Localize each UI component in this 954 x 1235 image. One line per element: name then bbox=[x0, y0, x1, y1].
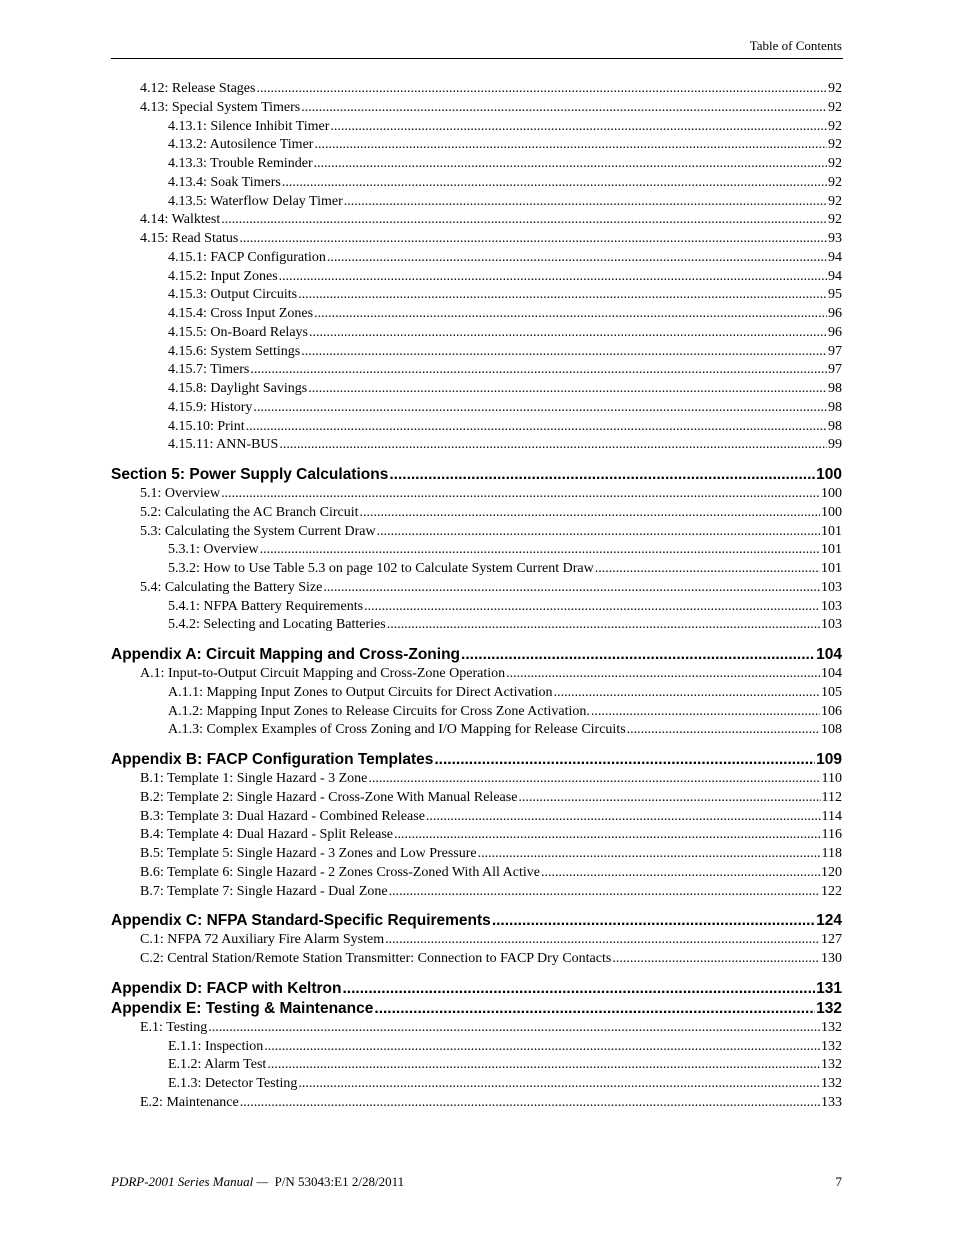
toc-entry-title: B.6: Template 6: Single Hazard - 2 Zones Cross-Zoned With All Active bbox=[140, 864, 540, 880]
toc-dot-leader bbox=[554, 684, 820, 703]
toc-entry[interactable] bbox=[111, 579, 842, 598]
toc-entry-page: 131 bbox=[816, 979, 842, 997]
toc-section-entry[interactable] bbox=[111, 645, 842, 665]
toc-entry[interactable] bbox=[111, 230, 842, 249]
toc-dot-leader bbox=[314, 305, 827, 324]
toc-entry[interactable] bbox=[111, 560, 842, 579]
toc-entry-page: 132 bbox=[816, 999, 842, 1017]
toc-entry-page: 120 bbox=[821, 864, 842, 880]
toc-entry-page: 96 bbox=[828, 324, 842, 340]
toc-dot-leader bbox=[264, 1038, 820, 1057]
footer-manual-title: PDRP-2001 Series Manual — bbox=[111, 1174, 269, 1189]
toc-entry[interactable] bbox=[111, 418, 842, 437]
toc-entry-page: 96 bbox=[828, 306, 842, 321]
toc-dot-leader bbox=[478, 845, 821, 864]
toc-dot-leader bbox=[253, 399, 827, 418]
toc-dot-leader bbox=[394, 826, 820, 845]
toc-dot-leader bbox=[298, 286, 827, 305]
toc-entry[interactable] bbox=[111, 155, 842, 174]
toc-section-entry[interactable] bbox=[111, 750, 842, 770]
toc-entry[interactable] bbox=[111, 211, 842, 230]
toc-entry-page: 94 bbox=[828, 268, 842, 284]
toc-entry-title: Appendix C: NFPA Standard-Specific Requirements bbox=[111, 912, 491, 930]
toc-entry[interactable] bbox=[111, 721, 842, 740]
toc-entry-page: 99 bbox=[828, 437, 842, 453]
toc-entry-page: 127 bbox=[821, 932, 842, 948]
toc-entry-page: 103 bbox=[821, 617, 842, 633]
toc-entry-title: B.3: Template 3: Dual Hazard - Combined Release bbox=[140, 808, 425, 824]
toc-dot-leader bbox=[461, 645, 815, 665]
toc-entry-title: 4.13.3: Trouble Reminder bbox=[168, 156, 313, 171]
toc-section-entry[interactable] bbox=[111, 979, 842, 999]
toc-entry-title: B.7: Template 7: Single Hazard - Dual Zone bbox=[140, 883, 388, 899]
toc-dot-leader bbox=[364, 598, 820, 617]
toc-entry-page: 101 bbox=[821, 523, 842, 539]
toc-entry[interactable] bbox=[111, 324, 842, 343]
toc-dot-leader bbox=[221, 211, 827, 230]
toc-dot-leader bbox=[240, 1094, 820, 1113]
toc-entry-title: 5.4: Calculating the Battery Size bbox=[140, 579, 323, 595]
toc-entry[interactable] bbox=[111, 616, 842, 635]
toc-section-entry[interactable] bbox=[111, 465, 842, 485]
toc-entry[interactable] bbox=[111, 703, 842, 722]
toc-entry-page: 132 bbox=[821, 1019, 842, 1035]
toc-entry-title: E.1.3: Detector Testing bbox=[168, 1076, 298, 1091]
toc-dot-leader bbox=[374, 999, 815, 1019]
toc-dot-leader bbox=[518, 789, 820, 808]
toc-entry-title: A.1.2: Mapping Input Zones to Release Circuits for Cross Zone Activation. bbox=[168, 703, 590, 719]
toc-entry-title: C.2: Central Station/Remote Station Transmitter: Connection to FACP Dry Contacts bbox=[140, 951, 612, 966]
toc-section-entry[interactable] bbox=[111, 911, 842, 931]
toc-entry[interactable] bbox=[111, 883, 842, 902]
toc-entry-title: 4.13.4: Soak Timers bbox=[168, 174, 281, 190]
toc-entry[interactable] bbox=[111, 361, 842, 380]
toc-entry-title: B.1: Template 1: Single Hazard - 3 Zone bbox=[140, 771, 368, 786]
toc-dot-leader bbox=[377, 523, 820, 542]
toc-entry-title: 4.15.11: ANN-BUS bbox=[168, 437, 279, 453]
toc-entry-page: 108 bbox=[821, 722, 842, 738]
toc-entry-title: 5.4.2: Selecting and Locating Batteries bbox=[168, 617, 386, 633]
toc-entry-title: 4.12: Release Stages bbox=[140, 81, 256, 96]
toc-entry[interactable] bbox=[111, 193, 842, 212]
toc-dot-leader bbox=[426, 808, 821, 827]
toc-dot-leader bbox=[327, 249, 827, 268]
toc-entry[interactable] bbox=[111, 1056, 842, 1075]
toc-entry[interactable] bbox=[111, 485, 842, 504]
toc-entry-page: 112 bbox=[821, 789, 842, 805]
toc-dot-leader bbox=[387, 616, 820, 635]
toc-entry-title: 4.15.5: On-Board Relays bbox=[168, 324, 308, 340]
toc-dot-leader bbox=[323, 579, 820, 598]
toc-entry-title: 4.13.5: Waterflow Delay Timer bbox=[168, 193, 343, 209]
toc-entry-title: E.1.1: Inspection bbox=[168, 1038, 264, 1054]
toc-entry-title: 4.15.10: Print bbox=[168, 418, 245, 434]
toc-entry-title: A.1.3: Complex Examples of Cross Zoning and I/O Mapping for Release Circuits bbox=[168, 722, 626, 738]
toc-entry-page: 98 bbox=[828, 399, 842, 415]
toc-entry-page: 98 bbox=[828, 381, 842, 396]
toc-dot-leader bbox=[221, 485, 820, 504]
toc-dot-leader bbox=[385, 931, 820, 950]
toc-dot-leader bbox=[298, 1075, 820, 1094]
toc-entry[interactable] bbox=[111, 931, 842, 950]
toc-dot-leader bbox=[591, 703, 820, 722]
toc-entry-page: 103 bbox=[821, 579, 842, 595]
toc-entry[interactable] bbox=[111, 1094, 842, 1113]
toc-entry-page: 105 bbox=[821, 684, 842, 700]
toc-dot-leader bbox=[343, 979, 816, 999]
toc-entry-title: B.5: Template 5: Single Hazard - 3 Zones and Low Pressure bbox=[140, 846, 477, 861]
toc-entry-title: 5.1: Overview bbox=[140, 486, 221, 501]
toc-entry-title: Section 5: Power Supply Calculations bbox=[111, 466, 389, 483]
toc-dot-leader bbox=[330, 118, 827, 137]
toc-entry-page: 130 bbox=[821, 951, 842, 966]
toc-entry-page: 98 bbox=[828, 418, 842, 434]
toc-entry-page: 104 bbox=[816, 646, 842, 663]
toc-entry[interactable] bbox=[111, 864, 842, 883]
toc-entry[interactable] bbox=[111, 436, 842, 455]
toc-entry-page: 92 bbox=[828, 81, 842, 96]
toc-entry-title: Appendix E: Testing & Maintenance bbox=[111, 999, 374, 1017]
toc-dot-leader bbox=[256, 80, 827, 99]
toc-dot-leader bbox=[250, 361, 827, 380]
toc-entry-title: B.4: Template 4: Dual Hazard - Split Release bbox=[140, 827, 394, 843]
toc-entry-page: 100 bbox=[821, 486, 842, 501]
toc-entry-title: 4.13.1: Silence Inhibit Timer bbox=[168, 118, 330, 134]
toc-entry-page: 93 bbox=[828, 231, 842, 246]
toc-entry[interactable] bbox=[111, 399, 842, 418]
toc-entry-title: 5.4.1: NFPA Battery Requirements bbox=[168, 598, 364, 614]
toc-entry-title: B.2: Template 2: Single Hazard - Cross-Zone With Manual Release bbox=[140, 789, 518, 805]
toc-entry-title: 4.15.3: Output Circuits bbox=[168, 287, 298, 303]
footer-page-number: 7 bbox=[835, 1174, 842, 1189]
toc-entry-page: 92 bbox=[828, 174, 842, 190]
toc-dot-leader bbox=[308, 380, 827, 399]
toc-entry[interactable] bbox=[111, 598, 842, 617]
header-rule bbox=[111, 58, 843, 59]
toc-entry-page: 94 bbox=[828, 249, 842, 265]
toc-entry[interactable] bbox=[111, 174, 842, 193]
toc-entry-title: 4.15: Read Status bbox=[140, 231, 239, 246]
toc-entry-page: 103 bbox=[821, 598, 842, 614]
toc-entry[interactable] bbox=[111, 684, 842, 703]
toc-entry-page: 110 bbox=[821, 771, 842, 786]
toc-entry-page: 101 bbox=[821, 561, 842, 576]
toc-entry[interactable] bbox=[111, 380, 842, 399]
toc-dot-leader bbox=[279, 268, 827, 287]
toc-entry-page: 95 bbox=[828, 287, 842, 303]
toc-entry-page: 106 bbox=[821, 703, 842, 719]
toc-entry-title: 4.15.7: Timers bbox=[168, 362, 250, 378]
toc-dot-leader bbox=[260, 541, 820, 560]
toc-entry[interactable] bbox=[111, 1075, 842, 1094]
toc-entry-page: 104 bbox=[821, 666, 842, 681]
toc-dot-leader bbox=[344, 193, 827, 212]
toc-entry-title: 4.14: Walktest bbox=[140, 212, 221, 228]
toc-entry[interactable] bbox=[111, 523, 842, 542]
toc-entry-page: 132 bbox=[821, 1057, 842, 1073]
toc-entry-page: 100 bbox=[816, 466, 842, 483]
toc-entry-page: 122 bbox=[821, 883, 842, 899]
toc-entry-page: 101 bbox=[821, 542, 842, 558]
toc-entry[interactable] bbox=[111, 305, 842, 324]
toc-dot-leader bbox=[309, 324, 827, 343]
toc-dot-leader bbox=[506, 665, 820, 684]
toc-entry-title: 4.15.8: Daylight Savings bbox=[168, 381, 308, 396]
toc-dot-leader bbox=[368, 770, 820, 789]
footer-manual-info bbox=[111, 1174, 404, 1190]
toc-entry-page: 116 bbox=[821, 827, 842, 843]
toc-dot-leader bbox=[612, 950, 820, 969]
toc-entry-page: 132 bbox=[821, 1076, 842, 1091]
toc-entry[interactable] bbox=[111, 118, 842, 137]
toc-dot-leader bbox=[314, 155, 827, 174]
toc-entry[interactable] bbox=[111, 504, 842, 523]
toc-entry[interactable] bbox=[111, 136, 842, 155]
toc-entry-title: 4.15.4: Cross Input Zones bbox=[168, 306, 314, 321]
toc-dot-leader bbox=[301, 343, 827, 362]
toc-dot-leader bbox=[279, 436, 827, 455]
toc-entry-page: 92 bbox=[828, 212, 842, 228]
toc-entry[interactable] bbox=[111, 1038, 842, 1057]
toc-dot-leader bbox=[492, 911, 815, 931]
toc-entry-title: E.2: Maintenance bbox=[140, 1094, 239, 1110]
toc-entry-title: Appendix B: FACP Configuration Templates bbox=[111, 751, 434, 768]
toc-dot-leader bbox=[434, 750, 815, 770]
toc-entry[interactable] bbox=[111, 268, 842, 287]
toc-entry[interactable] bbox=[111, 845, 842, 864]
footer-part-number: P/N 53043:E1 2/28/2011 bbox=[274, 1174, 405, 1189]
toc-dot-leader bbox=[282, 174, 827, 193]
toc-dot-leader bbox=[627, 721, 820, 740]
toc-entry-title: A.1.1: Mapping Input Zones to Output Circuits for Direct Activation bbox=[168, 684, 553, 700]
toc-entry-title: 5.3.1: Overview bbox=[168, 542, 259, 558]
toc-dot-leader bbox=[267, 1056, 820, 1075]
toc-dot-leader bbox=[246, 418, 827, 437]
toc-entry[interactable] bbox=[111, 80, 842, 99]
toc-entry-page: 133 bbox=[821, 1094, 842, 1110]
toc-entry[interactable] bbox=[111, 249, 842, 268]
toc-entry-title: E.1: Testing bbox=[140, 1019, 208, 1035]
toc-entry-title: A.1: Input-to-Output Circuit Mapping and Cross-Zone Operation bbox=[140, 666, 506, 681]
toc-dot-leader bbox=[389, 465, 815, 485]
toc-entry-title: 4.13: Special System Timers bbox=[140, 99, 301, 115]
toc-dot-leader bbox=[208, 1019, 820, 1038]
toc-entry[interactable] bbox=[111, 826, 842, 845]
toc-entry[interactable] bbox=[111, 665, 842, 684]
toc-entry-page: 92 bbox=[828, 137, 842, 153]
toc-entry[interactable] bbox=[111, 541, 842, 560]
toc-dot-leader bbox=[595, 560, 820, 579]
toc-entry-title: E.1.2: Alarm Test bbox=[168, 1057, 267, 1073]
toc-entry-page: 92 bbox=[828, 118, 842, 134]
toc-entry[interactable] bbox=[111, 1019, 842, 1038]
toc-entry-title: C.1: NFPA 72 Auxiliary Fire Alarm System bbox=[140, 932, 385, 948]
toc-entry[interactable] bbox=[111, 808, 842, 827]
toc-dot-leader bbox=[541, 864, 820, 883]
toc-entry-page: 109 bbox=[816, 751, 842, 768]
toc-dot-leader bbox=[360, 504, 820, 523]
toc-entry-title: Appendix D: FACP with Keltron bbox=[111, 979, 342, 997]
toc-entry-page: 97 bbox=[828, 343, 842, 359]
toc-entry-title: 5.3.2: How to Use Table 5.3 on page 102 to Calculate System Current Draw bbox=[168, 561, 594, 576]
toc-dot-leader bbox=[314, 136, 827, 155]
toc-entry-page: 92 bbox=[828, 156, 842, 171]
toc-entry-page: 118 bbox=[821, 846, 842, 861]
running-head: Table of Contents bbox=[749, 38, 842, 53]
toc-entry-title: Appendix A: Circuit Mapping and Cross-Zoning bbox=[111, 646, 461, 663]
toc-entry-title: 5.3: Calculating the System Current Draw bbox=[140, 523, 376, 539]
toc-entry[interactable] bbox=[111, 99, 842, 118]
toc-entry[interactable] bbox=[111, 286, 842, 305]
toc-dot-leader bbox=[301, 99, 827, 118]
toc-entry-page: 100 bbox=[821, 504, 842, 520]
toc-entry[interactable] bbox=[111, 343, 842, 362]
toc-entry-page: 132 bbox=[821, 1038, 842, 1054]
toc-section-entry[interactable] bbox=[111, 999, 842, 1019]
toc-entry-title: 4.15.9: History bbox=[168, 399, 253, 415]
toc-entry-title: 5.2: Calculating the AC Branch Circuit bbox=[140, 504, 359, 520]
table-of-contents bbox=[111, 80, 842, 1113]
toc-entry-title: 4.13.2: Autosilence Timer bbox=[168, 137, 314, 153]
toc-entry-page: 114 bbox=[821, 808, 842, 824]
toc-entry[interactable] bbox=[111, 770, 842, 789]
toc-entry-title: 4.15.2: Input Zones bbox=[168, 268, 278, 284]
toc-entry-page: 92 bbox=[828, 99, 842, 115]
toc-dot-leader bbox=[389, 883, 820, 902]
toc-entry-title: 4.15.1: FACP Configuration bbox=[168, 249, 326, 265]
toc-entry[interactable] bbox=[111, 789, 842, 808]
toc-entry-page: 92 bbox=[828, 193, 842, 209]
toc-entry-title: 4.15.6: System Settings bbox=[168, 343, 301, 359]
toc-entry-page: 124 bbox=[816, 912, 842, 930]
toc-entry[interactable] bbox=[111, 950, 842, 969]
toc-entry-page: 97 bbox=[828, 362, 842, 378]
toc-dot-leader bbox=[239, 230, 827, 249]
